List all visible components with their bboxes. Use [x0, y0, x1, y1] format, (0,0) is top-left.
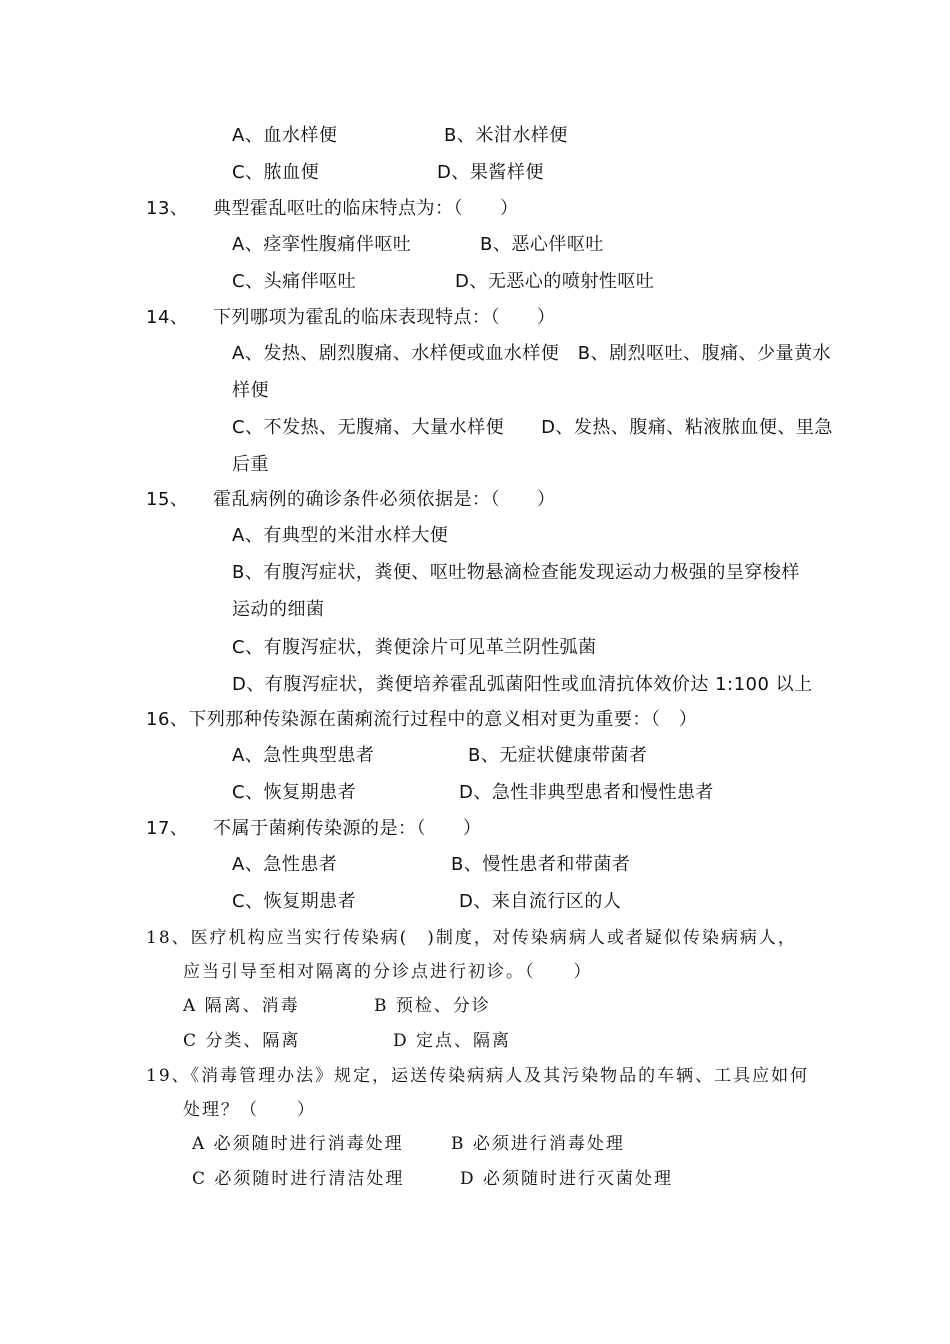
q13-stem: 典型霍乱呕吐的临床特点为：（ ） — [213, 198, 519, 219]
q19-option-b: B 必须进行消毒处理 — [451, 1134, 625, 1154]
q13-number: 13、 — [146, 198, 189, 219]
q13-option-c: C、头痛伴呕吐 — [232, 271, 357, 292]
q17-option-d: D、来自流行区的人 — [459, 891, 622, 912]
q12-option-a: A、血水样便 — [232, 125, 338, 146]
q15-option-b-line2: 运动的细菌 — [232, 599, 325, 620]
q19-option-d: D 必须随时进行灭菌处理 — [460, 1169, 674, 1189]
q18-option-c: C 分类、隔离 — [183, 1031, 301, 1051]
q14-options-ab-line2: 样便 — [232, 380, 269, 401]
q15-option-c: C、有腹泻症状，粪便涂片可见革兰阴性弧菌 — [232, 637, 597, 658]
q18-option-a: A 隔离、消毒 — [183, 996, 300, 1016]
q12-option-b: B、米泔水样便 — [444, 125, 568, 146]
q13-option-b: B、恶心伴呕吐 — [480, 234, 604, 255]
q14-number: 14、 — [146, 307, 189, 328]
q16-option-c: C、恢复期患者 — [232, 782, 357, 803]
q12-option-c: C、脓血便 — [232, 162, 320, 183]
q17-stem: 不属于菌痢传染源的是：（ ） — [213, 818, 482, 839]
q18-option-b: B 预检、分诊 — [374, 996, 491, 1016]
q15-number: 15、 — [146, 489, 189, 510]
q19-stem-line1: 19、《消毒管理办法》规定，运送传染病病人及其污染物品的车辆、工具应如何 — [146, 1066, 810, 1086]
q13-option-a: A、痉挛性腹痛伴呕吐 — [232, 234, 412, 255]
q19-option-c: C 必须随时进行清洁处理 — [192, 1169, 405, 1189]
q16-stem: 16、下列那种传染源在菌痢流行过程中的意义相对更为重要：（ ） — [146, 709, 698, 730]
q18-option-d: D 定点、隔离 — [393, 1031, 512, 1051]
q13-option-d: D、无恶心的喷射性呕吐 — [455, 271, 655, 292]
q12-option-d: D、果酱样便 — [437, 162, 544, 183]
q15-option-d: D、有腹泻症状，粪便培养霍乱弧菌阳性或血清抗体效价达 1:100 以上 — [232, 674, 813, 695]
q17-option-c: C、恢复期患者 — [232, 891, 357, 912]
q17-option-b: B、慢性患者和带菌者 — [451, 854, 631, 875]
q14-options-cd-line1: C、不发热、无腹痛、大量水样便 D、发热、腹痛、粘液脓血便、里急 — [232, 417, 833, 438]
q16-option-b: B、无症状健康带菌者 — [468, 745, 648, 766]
q19-option-a: A 必须随时进行消毒处理 — [192, 1134, 404, 1154]
q19-stem-line2: 处理？（ ） — [183, 1100, 316, 1120]
q16-option-a: A、急性典型患者 — [232, 745, 375, 766]
q17-option-a: A、急性患者 — [232, 854, 338, 875]
q15-option-b-line1: B、有腹泻症状，粪便、呕吐物悬滴检查能发现运动力极强的呈穿梭样 — [232, 562, 800, 583]
q17-number: 17、 — [146, 818, 189, 839]
q14-stem: 下列哪项为霍乱的临床表现特点：（ ） — [213, 307, 556, 328]
q18-stem-line1: 18、医疗机构应当实行传染病( )制度，对传染病病人或者疑似传染病病人， — [146, 928, 797, 948]
q15-option-a: A、有典型的米泔水样大便 — [232, 525, 449, 546]
q14-options-ab-line1: A、发热、剧烈腹痛、水样便或血水样便 B、剧烈呕吐、腹痛、少量黄水 — [232, 343, 832, 364]
q14-options-cd-line2: 后重 — [232, 454, 269, 475]
q16-option-d: D、急性非典型患者和慢性患者 — [459, 782, 714, 803]
q18-stem-line2: 应当引导至相对隔离的分诊点进行初诊。（ ） — [183, 962, 593, 982]
q15-stem: 霍乱病例的确诊条件必须依据是：（ ） — [213, 489, 556, 510]
